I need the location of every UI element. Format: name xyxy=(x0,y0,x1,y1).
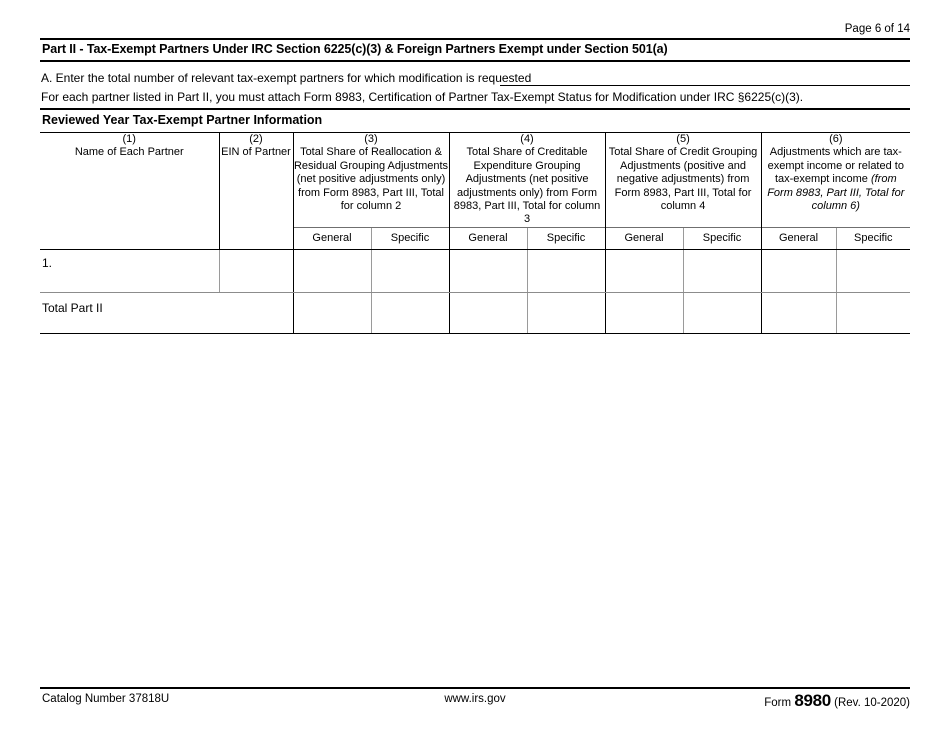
column-title-1: Name of Each Partner xyxy=(74,146,184,159)
total-col5-general[interactable] xyxy=(605,292,683,333)
total-col5-specific[interactable] xyxy=(683,292,761,333)
page-title: Part II - Tax-Exempt Partners Under IRC Section 6225(c)(3) & Foreign Partners Exempt under Section 501(a) xyxy=(42,42,668,56)
column-number-5: (5) xyxy=(676,133,690,145)
subheader-5-general: General xyxy=(605,227,683,249)
row-1-col6-general[interactable] xyxy=(761,249,836,292)
column-header-3 xyxy=(293,133,449,228)
form-number: 8980 xyxy=(794,691,831,710)
line-b-instruction: For each partner listed in Part II, you must attach Form 8983, Certification of Partner Tax-Exempt Status for Modification under IRC §6225(c)(3). xyxy=(41,90,804,104)
column-number-4: (4) xyxy=(520,133,534,145)
subheader-6-general: General xyxy=(761,227,836,249)
subheader-spacer-2 xyxy=(219,227,293,249)
table-total-row xyxy=(40,292,910,333)
row-1-ein-cell[interactable] xyxy=(219,249,293,292)
row-1-col4-specific[interactable] xyxy=(527,249,605,292)
catalog-number: Catalog Number 37818U xyxy=(42,693,170,705)
subheader-3-general: General xyxy=(293,227,371,249)
column-title-3: Total Share of Reallocation & Residual Grouping Adjustments (net positive adjustments only) from Form 8983, Part III, Total for column 2 xyxy=(293,146,449,213)
row-1-col5-general[interactable] xyxy=(605,249,683,292)
line-a-input[interactable] xyxy=(500,85,910,86)
column-title-6: Adjustments which are tax-exempt income or related to tax-exempt income xyxy=(767,146,904,186)
irs-website: www.irs.gov xyxy=(444,693,506,705)
form-identifier xyxy=(764,691,910,711)
form-label: Form xyxy=(764,697,792,709)
total-col3-specific[interactable] xyxy=(371,292,449,333)
footer-rule xyxy=(40,687,910,689)
total-row-label: Total Part II xyxy=(40,292,293,333)
subheader-4-general: General xyxy=(449,227,527,249)
line-a-label: A. Enter the total number of relevant tax-exempt partners for which modification is requested xyxy=(41,71,532,85)
row-1-col3-specific[interactable] xyxy=(371,249,449,292)
column-header-2 xyxy=(219,133,293,228)
total-col6-general[interactable] xyxy=(761,292,836,333)
total-col6-specific[interactable] xyxy=(836,292,910,333)
row-1-name-cell[interactable] xyxy=(40,249,219,292)
total-col4-general[interactable] xyxy=(449,292,527,333)
column-number-2: (2) xyxy=(249,133,263,145)
table-row xyxy=(40,249,910,292)
column-title-6-italic: (from Form 8983, Part III, Total for column 6) xyxy=(767,173,905,213)
partner-information-table xyxy=(40,132,910,334)
column-number-6: (6) xyxy=(829,133,843,145)
subheader-5-specific: Specific xyxy=(683,227,761,249)
total-col4-specific[interactable] xyxy=(527,292,605,333)
table-header-row xyxy=(40,133,910,228)
subheader-3-specific: Specific xyxy=(371,227,449,249)
form-revision: (Rev. 10-2020) xyxy=(834,697,910,709)
row-1-label: 1. xyxy=(42,255,53,270)
row-1-col3-general[interactable] xyxy=(293,249,371,292)
section-title: Reviewed Year Tax-Exempt Partner Information xyxy=(42,113,323,127)
column-number-1: (1) xyxy=(122,133,136,145)
column-title-4: Total Share of Creditable Expenditure Grouping Adjustments (net positive adjustments only) from Form 8983, Part III, Total for column 3 xyxy=(453,146,601,226)
column-number-3: (3) xyxy=(364,133,378,145)
partner-information-table-wrapper xyxy=(40,132,910,334)
column-header-1 xyxy=(40,133,219,228)
page-number: Page 6 of 14 xyxy=(844,23,910,35)
subheader-spacer-1 xyxy=(40,227,219,249)
row-1-col5-specific[interactable] xyxy=(683,249,761,292)
rule-above-part-title xyxy=(40,38,910,40)
column-header-4 xyxy=(449,133,605,228)
rule-below-instructions xyxy=(40,108,910,110)
rule-below-part-title xyxy=(40,60,910,62)
column-header-6 xyxy=(761,133,910,228)
page-footer xyxy=(40,693,910,711)
row-1-col4-general[interactable] xyxy=(449,249,527,292)
column-header-5 xyxy=(605,133,761,228)
row-1-col6-specific[interactable] xyxy=(836,249,910,292)
total-col3-general[interactable] xyxy=(293,292,371,333)
subheader-4-specific: Specific xyxy=(527,227,605,249)
column-title-2: EIN of Partner xyxy=(221,146,291,159)
column-title-5: Total Share of Credit Grouping Adjustments (positive and negative adjustments) from Form 8983, Part III, Total for column 4 xyxy=(608,146,758,213)
table-subheader-row xyxy=(40,227,910,249)
subheader-6-specific: Specific xyxy=(836,227,910,249)
